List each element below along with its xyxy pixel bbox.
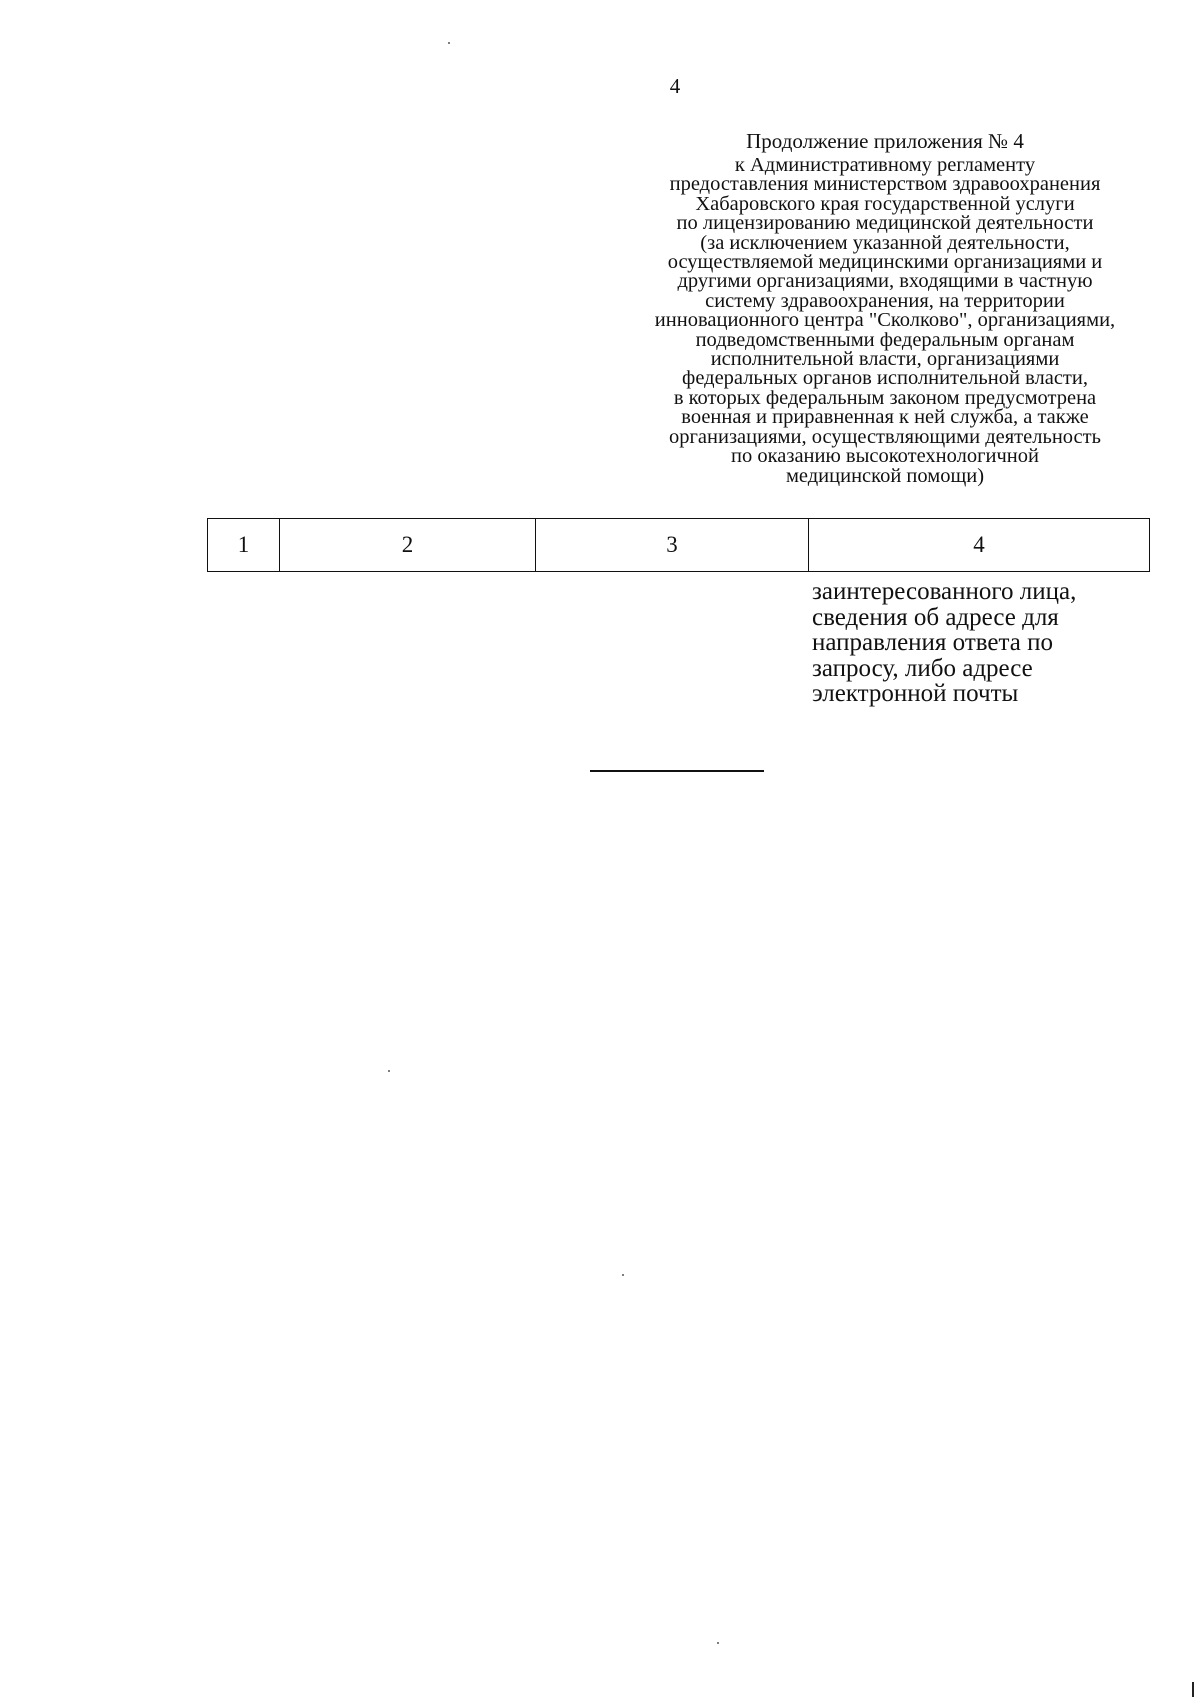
column-number-cell: 3: [536, 519, 809, 572]
appendix-subtitle-line: военная и приравненная к ней служба, а также: [681, 406, 1089, 429]
appendix-subtitle-line: Хабаровского края государственной услуги: [695, 192, 1075, 215]
appendix-title: Продолжение приложения № 4: [746, 129, 1024, 153]
continued-cell-text: [812, 579, 1152, 707]
appendix-subtitle-line: подведомственными федеральным органам: [695, 328, 1075, 351]
scan-speck: [717, 1642, 719, 1644]
end-of-document-rule: [590, 770, 764, 772]
column-number-cell: 1: [208, 519, 280, 572]
appendix-subtitle-line: исполнительной власти, организациями: [710, 348, 1060, 371]
continued-cell-line: сведения об адресе для: [812, 603, 1059, 631]
appendix-subtitle-line: предоставления министерством здравоохранения: [669, 173, 1101, 196]
table-row: [208, 519, 1150, 572]
continued-cell-line: электронной почты: [812, 680, 1019, 707]
appendix-subtitle-line: (за исключением указанной деятельности,: [700, 231, 1070, 254]
scan-speck: [448, 42, 450, 44]
appendix-subtitle-line: инновационного центра "Сколково", организациями,: [654, 309, 1116, 332]
continued-cell-line: направления ответа по: [812, 629, 1053, 656]
appendix-subtitle-line: осуществляемой медицинскими организациями и: [667, 251, 1103, 274]
appendix-subtitle-line: организациями, осуществляющими деятельность: [669, 425, 1101, 448]
appendix-subtitle-line: к Административному регламенту: [734, 154, 1036, 176]
appendix-header: [615, 130, 1155, 486]
scan-speck: [388, 1070, 390, 1072]
continued-cell-line: заинтересованного лица,: [812, 578, 1077, 605]
appendix-subtitle-line: по оказанию высокотехнологичной: [731, 445, 1039, 468]
column-number-cell: 2: [280, 519, 536, 572]
appendix-subtitle-line: федеральных органов исполнительной власти,: [682, 367, 1088, 390]
appendix-subtitle: [615, 156, 1155, 486]
appendix-subtitle-line: по лицензированию медицинской деятельности: [676, 212, 1094, 235]
appendix-subtitle-line: другими организациями, входящими в частную: [677, 270, 1093, 293]
column-number-cell: 4: [809, 519, 1150, 572]
scan-speck: [622, 1274, 624, 1276]
page-number: 4: [669, 74, 681, 98]
continued-cell-line: запросу, либо адресе: [812, 654, 1033, 682]
appendix-subtitle-line: в которых федеральным законом предусмотрена: [673, 386, 1097, 409]
appendix-subtitle-line: медицинской помощи): [785, 464, 985, 487]
appendix-subtitle-line: систему здравоохранения, на территории: [705, 289, 1065, 312]
scan-edge-mark: [1192, 1682, 1194, 1697]
column-number-table: [207, 518, 1150, 572]
